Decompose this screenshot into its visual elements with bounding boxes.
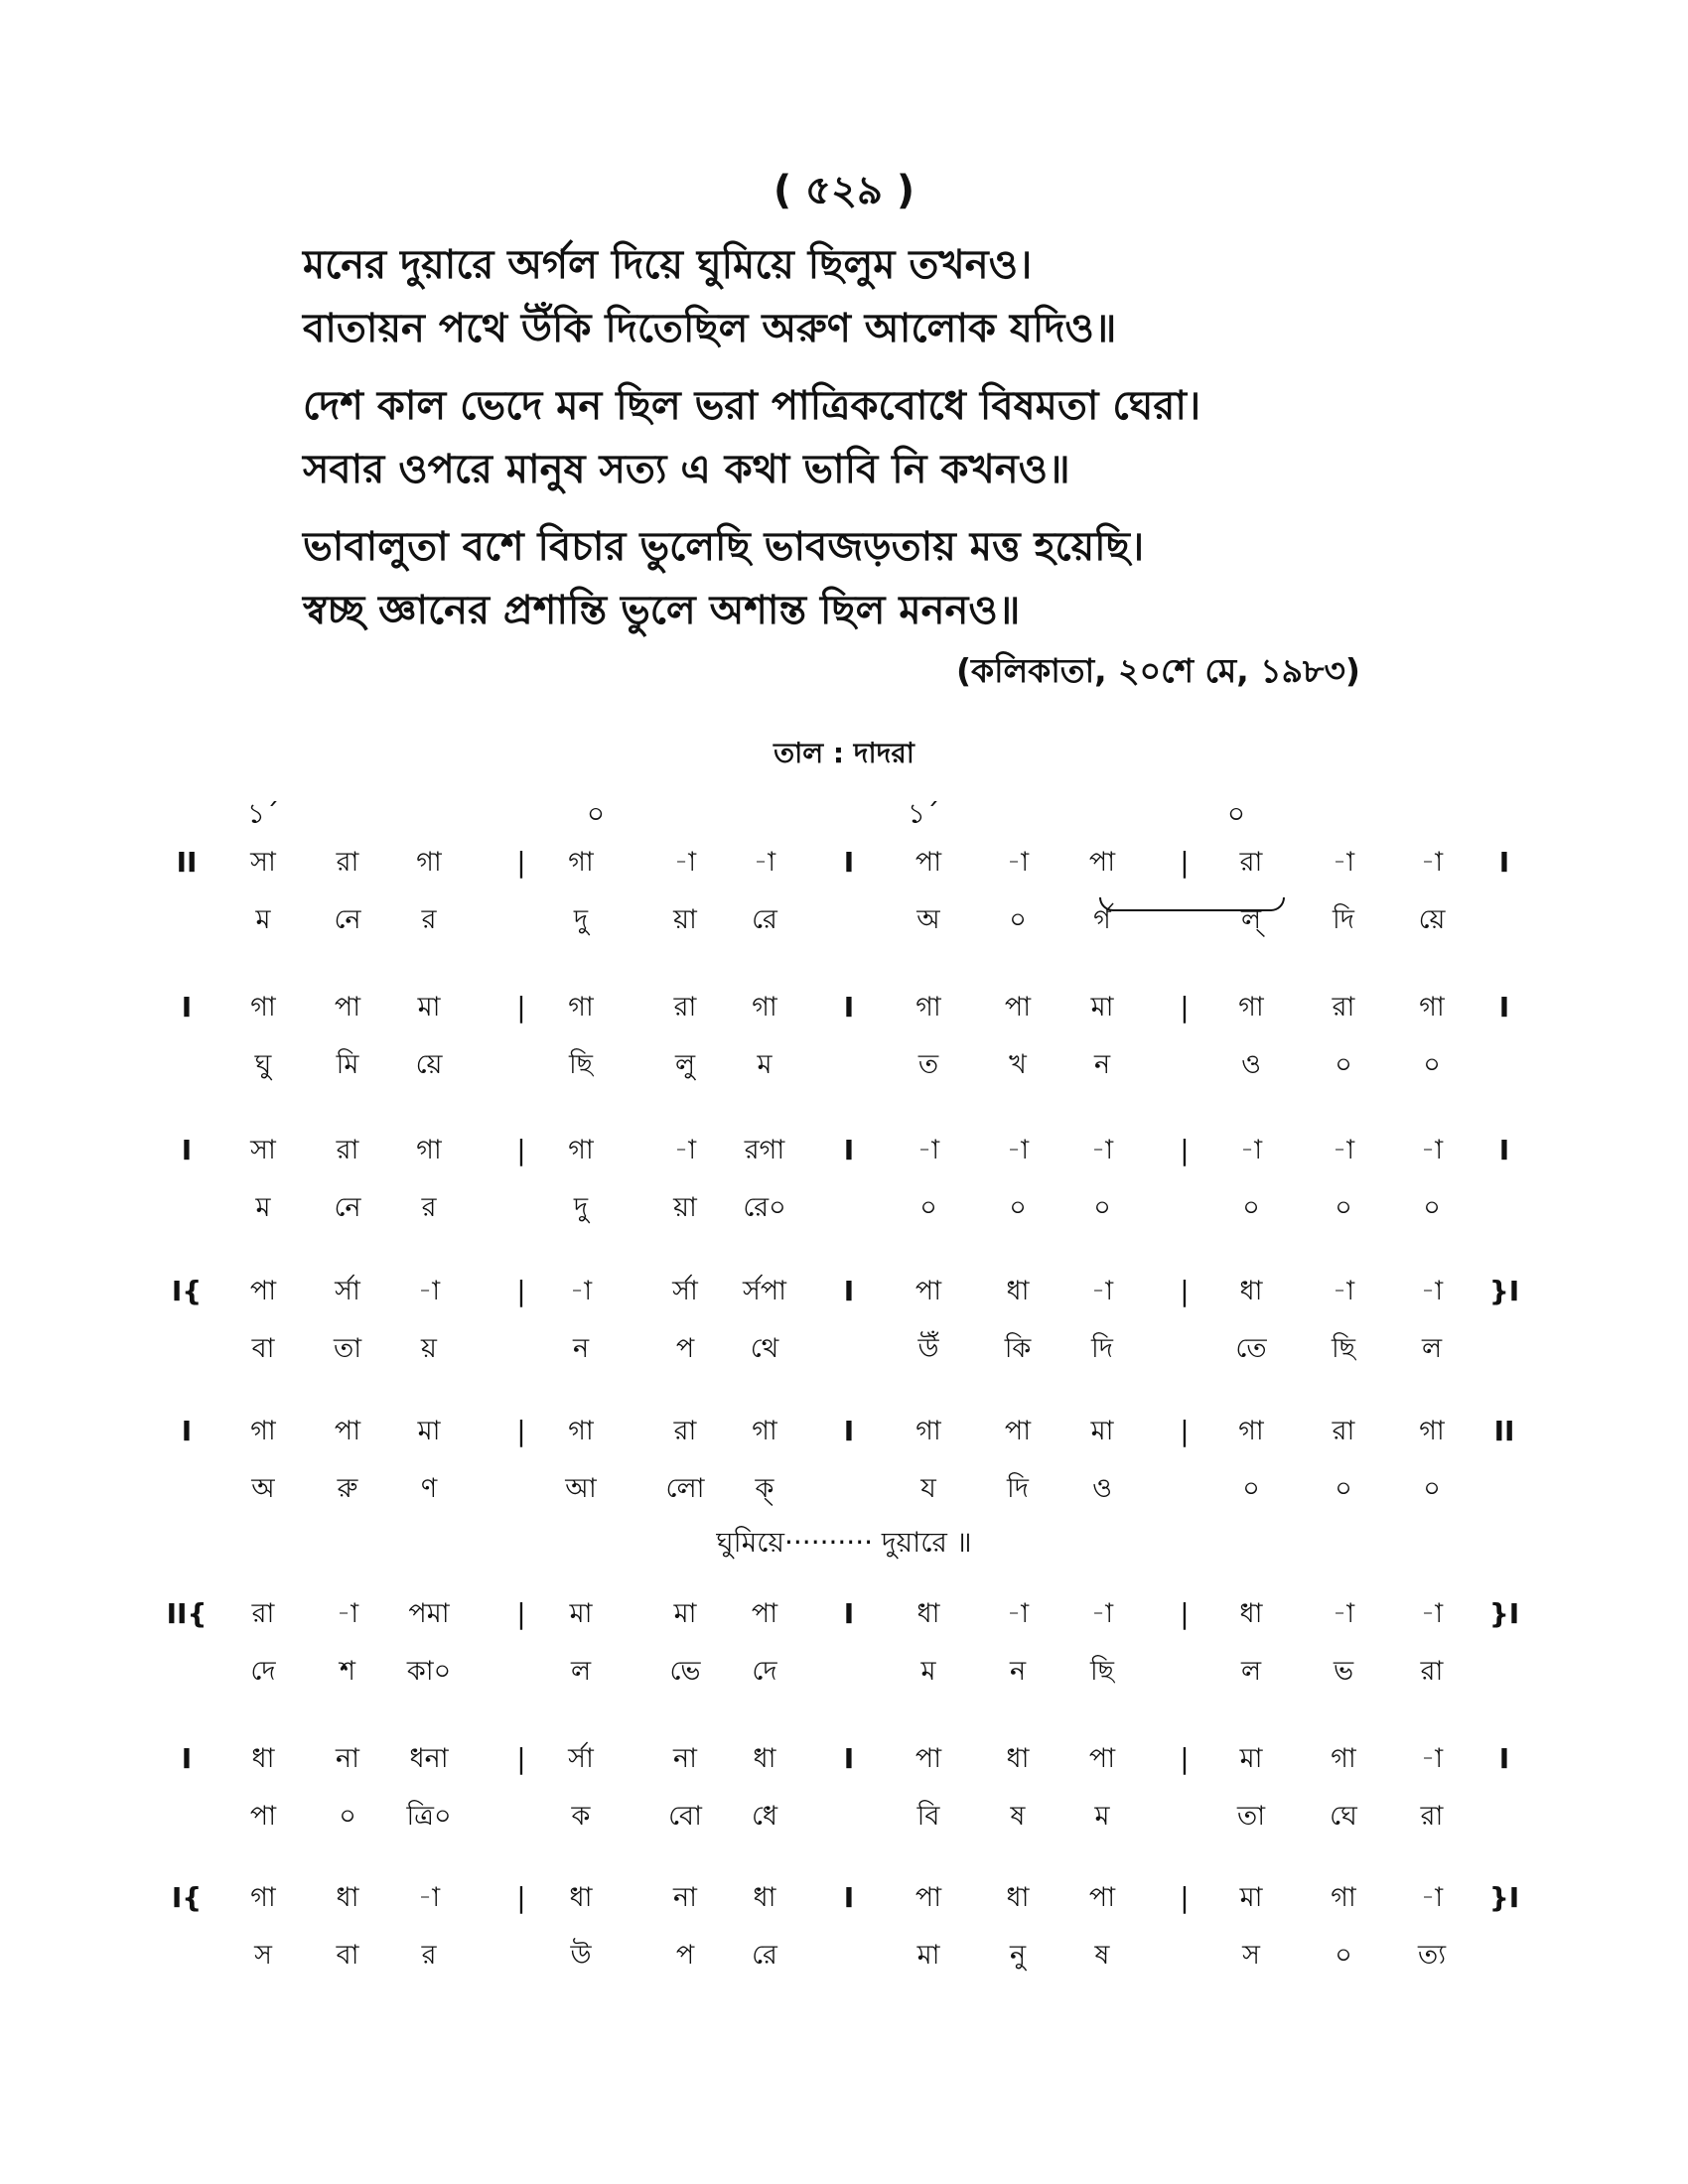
bar-major: I xyxy=(843,1881,855,1914)
lyric-syllable: দি xyxy=(1007,1473,1029,1504)
beat-marker: ০ xyxy=(586,797,606,830)
lyric-syllable: ঘে xyxy=(1330,1801,1357,1832)
swara-cell: না xyxy=(336,1743,359,1774)
swara-cell: -া xyxy=(1090,1276,1114,1306)
swara-cell: রা xyxy=(1332,1416,1355,1446)
lyrics-block xyxy=(303,233,1494,656)
bar-open: II{ xyxy=(166,1597,208,1630)
lyric-syllable: ত্রি০ xyxy=(406,1801,452,1832)
swara-cell: রা xyxy=(1332,992,1355,1023)
swara-cell: র্সা xyxy=(568,1743,594,1774)
page-number: ( ৫২৯ ) xyxy=(773,168,915,213)
lyric-syllable: পা xyxy=(249,1801,277,1832)
swara-cell: পা xyxy=(914,1276,942,1306)
lyric-syllable: য়া xyxy=(673,1192,697,1223)
swara-cell: পা xyxy=(1004,1416,1032,1446)
bar-divider: | xyxy=(516,1134,526,1166)
swara-cell: -া xyxy=(1239,1135,1263,1165)
lyric-syllable: ০ xyxy=(1335,1940,1352,1971)
lyric-syllable: ল্ xyxy=(1240,904,1262,935)
swara-cell: ধা xyxy=(753,1743,776,1774)
lyric-syllable: য xyxy=(920,1473,936,1504)
swara-cell: পা xyxy=(334,1416,361,1446)
bar-major: I xyxy=(843,1742,855,1775)
swara-cell: র্সপা xyxy=(743,1276,786,1306)
lyric-line: ভাবালুতা বশে বিচার ভুলেছি ভাবজড়তায় মত্ত হয়েছি। xyxy=(303,524,1145,570)
lyric-syllable-row xyxy=(0,1935,1688,1977)
lyric-syllable: খ xyxy=(1009,1049,1027,1080)
swara-cell: গা xyxy=(915,992,941,1023)
lyric-syllable: রু xyxy=(337,1473,358,1504)
lyric-syllable-row xyxy=(0,1187,1688,1229)
swara-cell: -া xyxy=(1420,847,1444,878)
lyric-syllable: ল xyxy=(1421,1333,1443,1364)
swara-cell: -া xyxy=(1332,1598,1355,1629)
bar-major: I xyxy=(843,1134,855,1166)
lyric-syllable-row xyxy=(0,1468,1688,1510)
swara-cell: -া xyxy=(1420,1743,1444,1774)
stanza xyxy=(303,515,1494,642)
lyric-syllable: রা xyxy=(1420,1656,1444,1687)
swara-cell: গা xyxy=(1238,1416,1264,1446)
bar-close: }I xyxy=(1488,1275,1520,1307)
bar-divider: | xyxy=(1180,1742,1190,1775)
bar-divider: | xyxy=(1180,1597,1190,1630)
swara-cell: গা xyxy=(915,1416,941,1446)
bar-open: I xyxy=(181,1415,193,1447)
swara-cell: গা xyxy=(752,1416,777,1446)
bar-close: I xyxy=(1498,991,1510,1024)
swara-cell: পা xyxy=(334,992,361,1023)
swara-cell: পমা xyxy=(408,1598,450,1629)
lyric-syllable: ন xyxy=(572,1333,590,1364)
lyric-syllable: ছি xyxy=(1331,1333,1356,1364)
lyric-syllable: প xyxy=(675,1940,695,1971)
lyric-syllable: ঘু xyxy=(254,1049,272,1080)
lyric-syllable: দে xyxy=(250,1656,276,1687)
bar-divider: | xyxy=(1180,846,1190,879)
lyric-syllable: য় xyxy=(421,1333,437,1364)
lyric-syllable: ল xyxy=(1240,1656,1262,1687)
lyric-syllable: রে xyxy=(752,1940,777,1971)
lyric-syllable: বা xyxy=(251,1333,275,1364)
stanza xyxy=(303,233,1494,360)
lyric-syllable: বো xyxy=(668,1801,702,1832)
swara-cell: গা xyxy=(250,1416,276,1446)
swara-cell: -া xyxy=(1090,1598,1114,1629)
swara-cell: -া xyxy=(1420,1598,1444,1629)
lyric-syllable: ন xyxy=(1093,1049,1111,1080)
lyric-syllable: ০ xyxy=(1423,1049,1441,1080)
tal-heading: তাল : দাদরা xyxy=(774,737,914,769)
lyric-syllable: ও xyxy=(1092,1473,1112,1504)
lyric-syllable: ভ xyxy=(1333,1656,1354,1687)
bar-divider: | xyxy=(516,991,526,1024)
swara-cell: ধা xyxy=(1239,1276,1263,1306)
swara-cell: গা xyxy=(1238,992,1264,1023)
swara-cell: -া xyxy=(673,847,697,878)
lyric-syllable: ম xyxy=(920,1656,936,1687)
lyric-syllable: র xyxy=(421,1940,437,1971)
lyric-syllable: মা xyxy=(916,1940,940,1971)
lyric-syllable: তা xyxy=(1236,1801,1266,1832)
lyric-syllable: ০ xyxy=(919,1192,937,1223)
lyric-syllable: বি xyxy=(916,1801,940,1832)
lyric-syllable: ক xyxy=(571,1801,591,1832)
beat-marker: ১´ xyxy=(246,797,280,830)
swara-cell: -া xyxy=(1332,1276,1355,1306)
bar-major: I xyxy=(843,846,855,879)
swara-cell: ধা xyxy=(251,1743,275,1774)
swara-cell: -া xyxy=(916,1135,940,1165)
bar-divider: | xyxy=(1180,1881,1190,1914)
bar-divider: | xyxy=(516,846,526,879)
lyric-line: বাতায়ন পথে উঁকি দিতেছিল অরুণ আলোক যদিও॥ xyxy=(303,306,1117,351)
lyric-syllable: দু xyxy=(573,1192,589,1223)
lyric-syllable: নে xyxy=(334,1192,361,1223)
beat-marker: ১´ xyxy=(907,797,940,830)
lyric-syllable-row xyxy=(0,1328,1688,1370)
swara-cell: -া xyxy=(1006,1598,1030,1629)
swara-row xyxy=(0,1411,1688,1452)
bar-divider: | xyxy=(1180,1134,1190,1166)
swara-cell: রা xyxy=(251,1598,275,1629)
swara-cell: ধা xyxy=(1006,1276,1030,1306)
swara-cell: সা xyxy=(250,1135,276,1165)
lyric-syllable-row xyxy=(0,1651,1688,1693)
lyric-syllable: ন xyxy=(1009,1656,1027,1687)
swara-cell: -া xyxy=(1006,847,1030,878)
lyric-syllable: ত্য xyxy=(1417,1940,1447,1971)
swara-cell: -া xyxy=(1332,847,1355,878)
swara-cell: -া xyxy=(673,1135,697,1165)
swara-cell: না xyxy=(673,1743,697,1774)
swara-cell: -া xyxy=(753,847,776,878)
lyric-syllable: ম xyxy=(757,1049,773,1080)
swara-cell: পা xyxy=(249,1276,277,1306)
lyric-syllable: উ xyxy=(570,1940,592,1971)
lyric-syllable: য়ে xyxy=(415,1049,443,1080)
swara-row xyxy=(0,1738,1688,1780)
bar-divider: | xyxy=(516,1881,526,1914)
swara-row xyxy=(0,1877,1688,1919)
lyric-syllable: লু xyxy=(674,1049,696,1080)
swara-cell: গা xyxy=(568,1416,594,1446)
lyric-syllable: ছি xyxy=(1089,1656,1115,1687)
bar-divider: | xyxy=(516,1275,526,1307)
lyric-syllable: দি xyxy=(1333,904,1354,935)
swara-cell: পা xyxy=(914,1882,942,1913)
lyric-syllable: ম xyxy=(255,1192,271,1223)
lyric-syllable: ম xyxy=(1094,1801,1110,1832)
swara-cell: রা xyxy=(336,1135,359,1165)
swara-cell: পা xyxy=(1004,992,1032,1023)
bar-major: I xyxy=(843,1597,855,1630)
lyric-syllable: ত xyxy=(917,1049,939,1080)
lyric-syllable: শ xyxy=(340,1656,355,1687)
lyric-syllable: ধে xyxy=(751,1801,778,1832)
swara-cell: গা xyxy=(250,1882,276,1913)
swara-cell: -া xyxy=(1090,1135,1114,1165)
swara-cell: -া xyxy=(417,1276,441,1306)
swara-cell: মা xyxy=(569,1598,593,1629)
lyric-syllable: অ xyxy=(251,1473,275,1504)
lyric-syllable: ষ xyxy=(1010,1801,1026,1832)
lyric-syllable: নু xyxy=(1009,1940,1027,1971)
swara-cell: রা xyxy=(673,992,697,1023)
lyric-syllable: ণ xyxy=(420,1473,438,1504)
swara-cell: না xyxy=(673,1882,697,1913)
lyric-syllable: দি xyxy=(1091,1333,1113,1364)
swara-cell: পা xyxy=(1088,1882,1116,1913)
bar-divider: | xyxy=(1180,1275,1190,1307)
lyric-syllable: ক্ xyxy=(755,1473,774,1504)
swara-cell: ধা xyxy=(916,1598,940,1629)
lyric-syllable: প xyxy=(675,1333,695,1364)
bar-open: II xyxy=(176,846,198,879)
swara-cell: গা xyxy=(1419,1416,1445,1446)
bar-divider: | xyxy=(1180,991,1190,1024)
lyric-syllable: অ xyxy=(916,904,940,935)
swara-cell: গা xyxy=(568,992,594,1023)
swara-cell: মা xyxy=(1239,1743,1263,1774)
lyric-syllable: ষ xyxy=(1094,1940,1110,1971)
lyric-syllable: ০ xyxy=(1009,904,1027,935)
swara-cell: গা xyxy=(416,1135,442,1165)
bar-divider: | xyxy=(1180,1415,1190,1447)
swara-cell: মা xyxy=(1090,992,1114,1023)
lyric-syllable: ছি xyxy=(568,1049,594,1080)
bar-major: I xyxy=(843,1415,855,1447)
bar-close: }I xyxy=(1488,1597,1520,1630)
swara-cell: ধা xyxy=(1239,1598,1263,1629)
refrain-line: ঘুমিয়ে·········· দুয়ারে ॥ xyxy=(716,1526,972,1559)
lyric-syllable: থে xyxy=(750,1333,779,1364)
lyric-syllable: নে xyxy=(334,904,361,935)
lyric-syllable: য়া xyxy=(673,904,697,935)
lyric-syllable-row xyxy=(0,1796,1688,1838)
lyric-syllable: আ xyxy=(565,1473,597,1504)
lyric-line: দেশ কাল ভেদে মন ছিল ভরা পাত্রিকবোধে বিষমতা ঘেরা। xyxy=(303,383,1201,429)
swara-cell: গা xyxy=(250,992,276,1023)
lyric-syllable: স xyxy=(254,1940,272,1971)
lyric-syllable: ০ xyxy=(1242,1473,1260,1504)
swara-cell: মা xyxy=(417,992,441,1023)
lyric-syllable: ০ xyxy=(1335,1049,1352,1080)
lyric-syllable: দে xyxy=(752,1656,777,1687)
swara-row xyxy=(0,1271,1688,1312)
swara-cell: -া xyxy=(1332,1135,1355,1165)
swara-cell: ধা xyxy=(753,1882,776,1913)
lyric-line: মনের দুয়ারে অর্গল দিয়ে ঘুমিয়ে ছিলুম তখনও। xyxy=(303,242,1033,288)
swara-cell: রা xyxy=(673,1416,697,1446)
lyric-syllable: ০ xyxy=(339,1801,356,1832)
lyric-syllable: ০ xyxy=(1335,1192,1352,1223)
swara-cell: পা xyxy=(914,1743,942,1774)
swara-cell: গা xyxy=(568,1135,594,1165)
bar-divider: | xyxy=(516,1415,526,1447)
bar-divider: | xyxy=(516,1742,526,1775)
lyric-syllable: ০ xyxy=(1423,1192,1441,1223)
bar-close: II xyxy=(1493,1415,1515,1447)
stanza xyxy=(303,374,1494,501)
swara-cell: ধা xyxy=(336,1882,359,1913)
swara-cell: র্সা xyxy=(335,1276,360,1306)
swara-cell: গা xyxy=(568,847,594,878)
bar-open: I{ xyxy=(171,1881,203,1914)
lyric-syllable: ও xyxy=(1241,1049,1261,1080)
swara-row xyxy=(0,987,1688,1028)
lyric-syllable: মি xyxy=(336,1049,359,1080)
swara-row xyxy=(0,842,1688,884)
bar-open: I xyxy=(181,1742,193,1775)
swara-cell: ধা xyxy=(1006,1882,1030,1913)
bar-close: I xyxy=(1498,1134,1510,1166)
swara-cell: ধা xyxy=(569,1882,593,1913)
lyric-syllable: কি xyxy=(1004,1333,1032,1364)
swara-cell: মা xyxy=(417,1416,441,1446)
lyric-syllable: তা xyxy=(333,1333,362,1364)
swara-row xyxy=(0,1130,1688,1171)
lyric-syllable: ০ xyxy=(1009,1192,1027,1223)
bar-open: I{ xyxy=(171,1275,203,1307)
lyric-syllable: ভে xyxy=(669,1656,701,1687)
bar-close: I xyxy=(1498,846,1510,879)
swara-cell: -া xyxy=(569,1276,593,1306)
swara-cell: -া xyxy=(336,1598,359,1629)
lyric-syllable: স xyxy=(1242,1940,1260,1971)
swara-cell: গা xyxy=(1331,1743,1356,1774)
lyric-syllable: রে০ xyxy=(743,1192,786,1223)
lyric-syllable: র xyxy=(421,1192,437,1223)
lyric-syllable: ০ xyxy=(1335,1473,1352,1504)
swara-row xyxy=(0,1593,1688,1635)
bar-close: I xyxy=(1498,1742,1510,1775)
swara-cell: র্সা xyxy=(672,1276,698,1306)
swara-cell: গা xyxy=(752,992,777,1023)
swara-cell: পা xyxy=(1088,847,1116,878)
lyric-syllable: ম xyxy=(255,904,271,935)
lyric-syllable: লো xyxy=(665,1473,705,1504)
meend-arc xyxy=(1099,897,1285,911)
swara-cell: সা xyxy=(250,847,276,878)
lyric-syllable-row xyxy=(0,899,1688,941)
lyric-syllable: ০ xyxy=(1093,1192,1111,1223)
lyric-syllable: উঁ xyxy=(917,1333,939,1364)
swara-cell: পা xyxy=(914,847,942,878)
lyric-syllable: র্গ xyxy=(1093,904,1111,935)
bar-major: I xyxy=(843,1275,855,1307)
swara-cell: রগা xyxy=(744,1135,785,1165)
lyric-syllable: য়ে xyxy=(1418,904,1446,935)
swara-cell: -া xyxy=(417,1882,441,1913)
swara-cell: গা xyxy=(416,847,442,878)
swara-cell: -া xyxy=(1006,1135,1030,1165)
lyric-line: স্বচ্ছ জ্ঞানের প্রশান্তি ভুলে অশান্ত ছিল মননও॥ xyxy=(303,588,1021,633)
beat-marker: ০ xyxy=(1226,797,1246,830)
lyric-syllable: কা০ xyxy=(406,1656,452,1687)
lyric-syllable: ০ xyxy=(1423,1473,1441,1504)
lyric-syllable: দু xyxy=(573,904,589,935)
swara-cell: মা xyxy=(1090,1416,1114,1446)
lyric-syllable: রা xyxy=(1420,1801,1444,1832)
lyric-line: সবার ওপরে মানুষ সত্য এ কথা ভাবি নি কখনও॥ xyxy=(303,447,1070,492)
bar-close: }I xyxy=(1488,1881,1520,1914)
swara-cell: ধনা xyxy=(409,1743,449,1774)
lyric-syllable: ০ xyxy=(1242,1192,1260,1223)
swara-cell: মা xyxy=(673,1598,697,1629)
lyric-syllable: তে xyxy=(1235,1333,1267,1364)
swara-cell: পা xyxy=(1088,1743,1116,1774)
swara-cell: গা xyxy=(1419,992,1445,1023)
swara-cell: রা xyxy=(1239,847,1263,878)
lyric-syllable-row xyxy=(0,1044,1688,1086)
place-date: (কলিকাতা, ২০শে মে, ১৯৮৩) xyxy=(955,651,1360,690)
swara-cell: রা xyxy=(336,847,359,878)
swara-cell: -া xyxy=(1420,1276,1444,1306)
swara-cell: পা xyxy=(751,1598,778,1629)
lyric-syllable: র xyxy=(421,904,437,935)
swara-cell: -া xyxy=(1420,1882,1444,1913)
lyric-syllable: রে xyxy=(752,904,777,935)
bar-major: I xyxy=(843,991,855,1024)
swara-cell: গা xyxy=(1331,1882,1356,1913)
lyric-syllable: বা xyxy=(336,1940,359,1971)
swara-cell: ধা xyxy=(1006,1743,1030,1774)
bar-divider: | xyxy=(516,1597,526,1630)
swara-cell: মা xyxy=(1239,1882,1263,1913)
bar-open: I xyxy=(181,1134,193,1166)
lyric-syllable: ল xyxy=(570,1656,592,1687)
swara-cell: -া xyxy=(1420,1135,1444,1165)
bar-open: I xyxy=(181,991,193,1024)
